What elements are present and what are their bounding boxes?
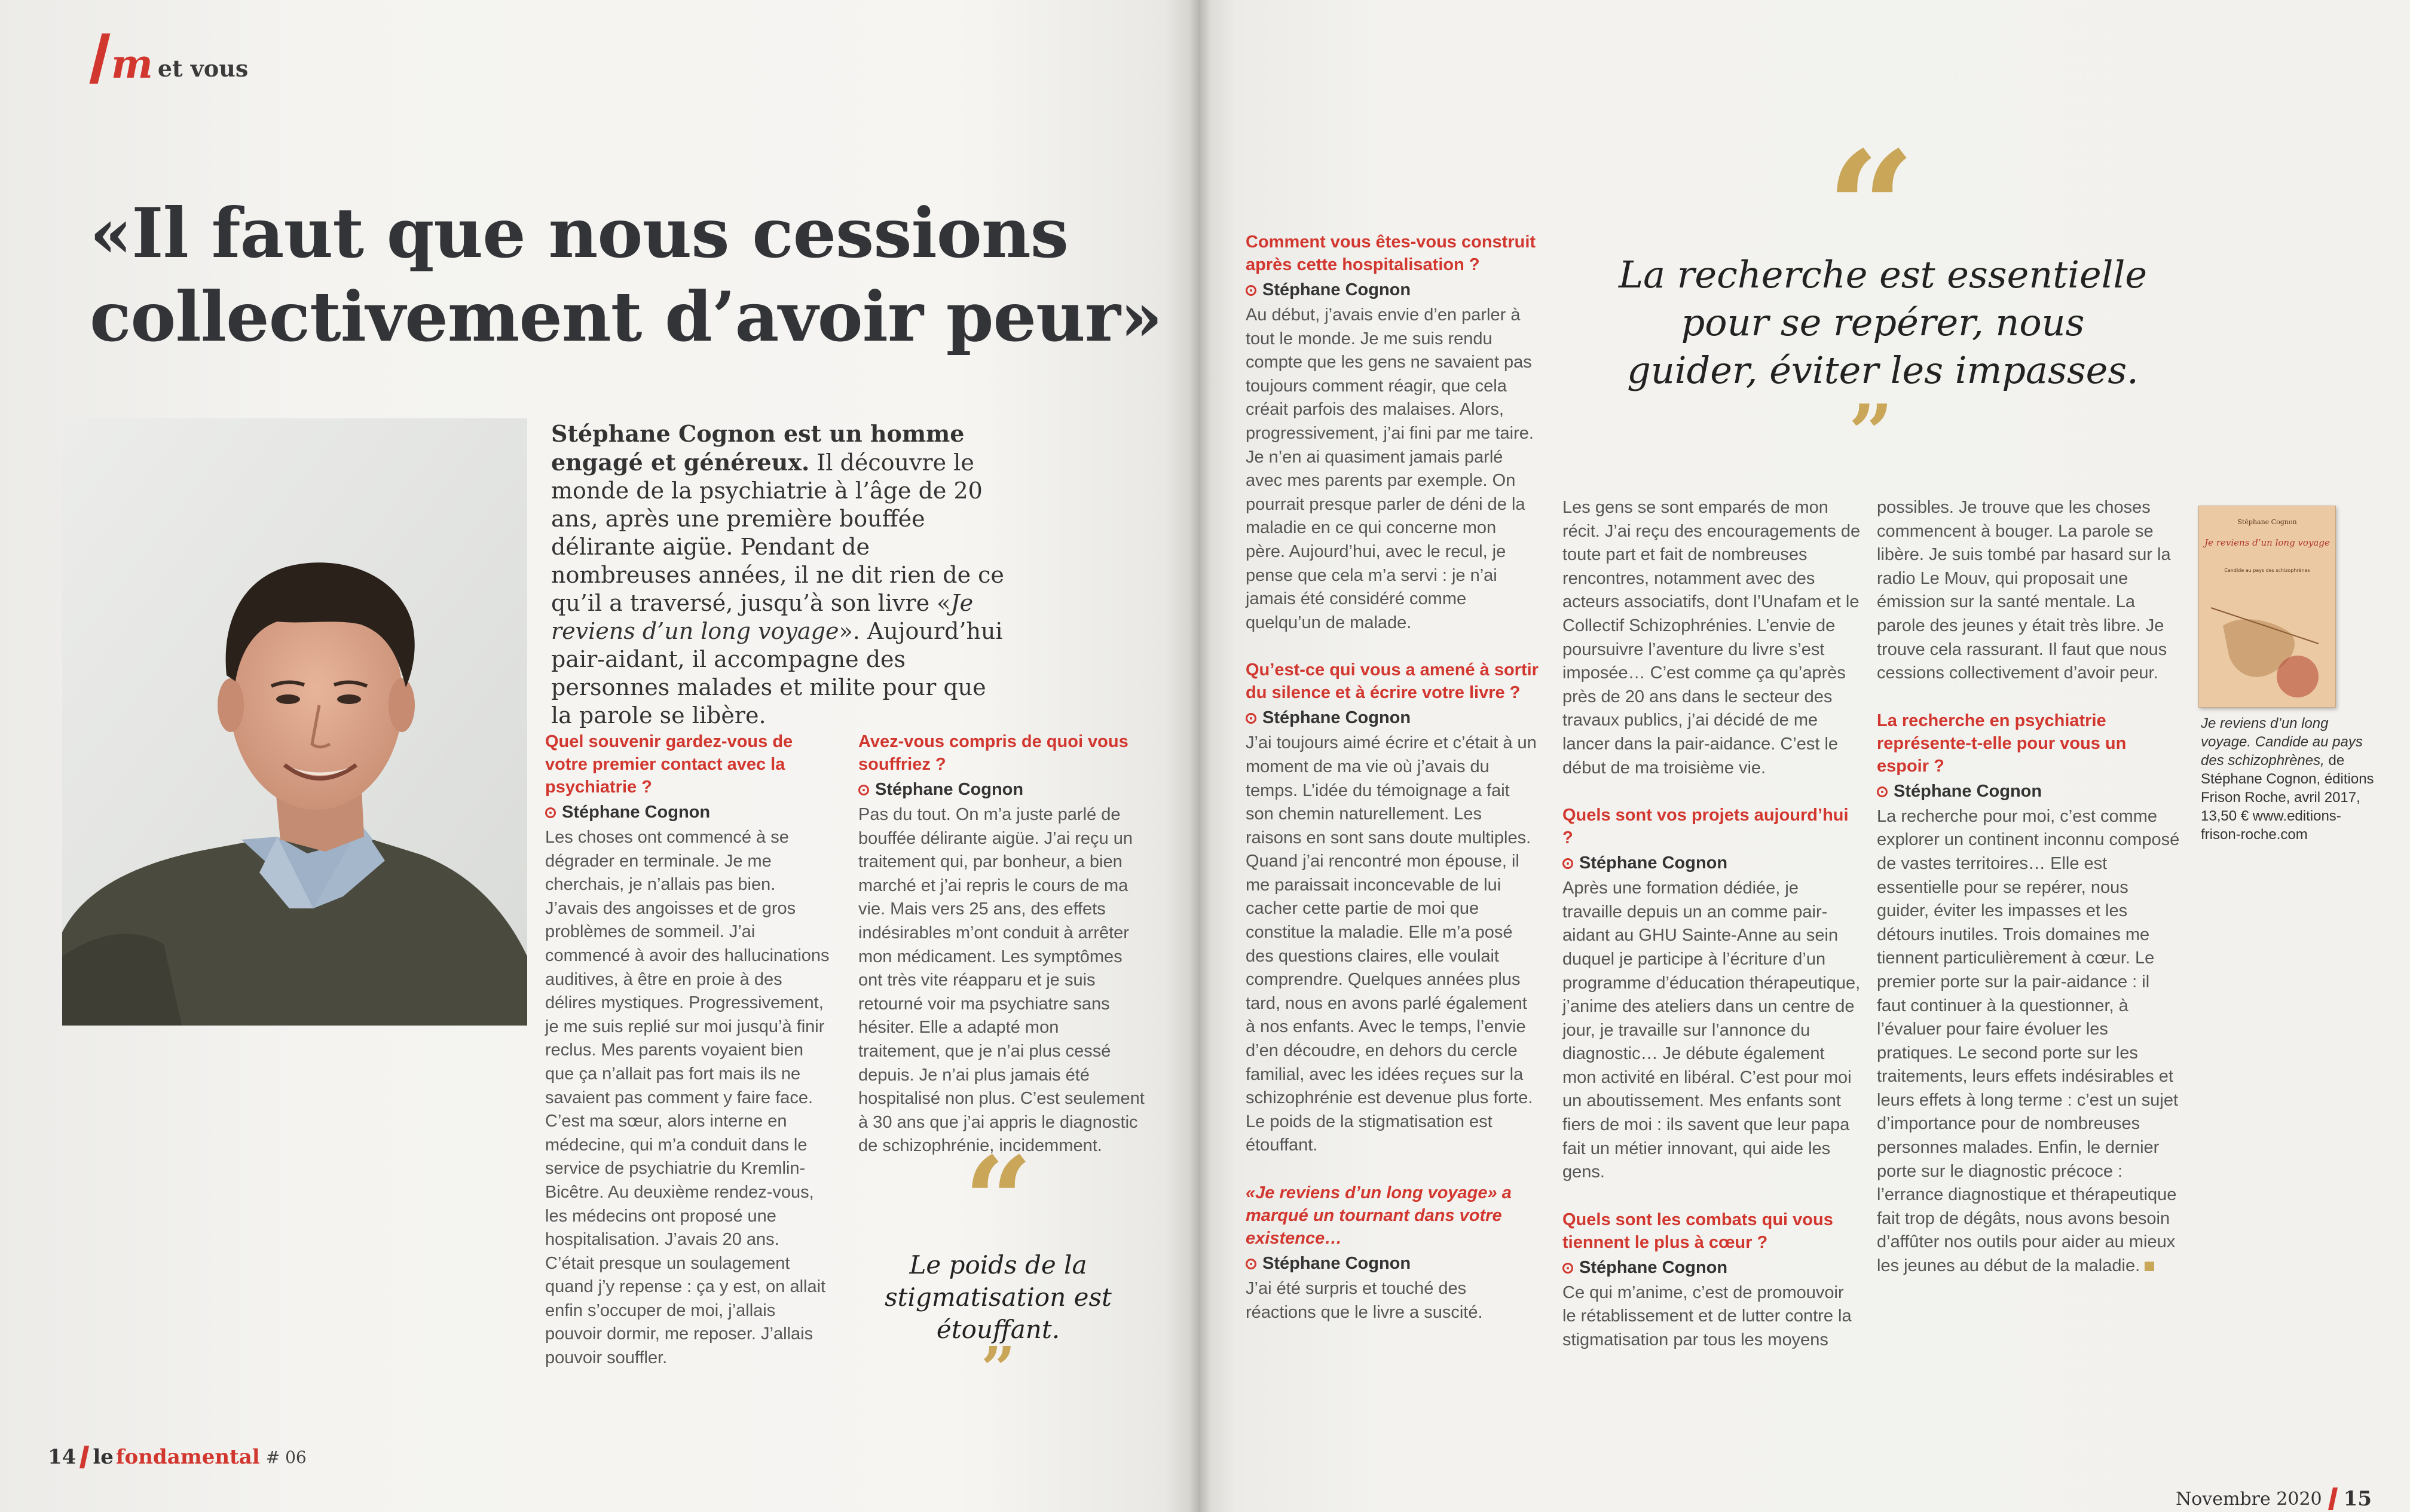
speaker-8 — [1877, 780, 2182, 803]
answer-5: J’ai été surpris et touché des réactions que le livre a suscité. — [1246, 1279, 1483, 1322]
speaker-bullet-icon — [1877, 786, 1888, 797]
speaker-bullet-icon — [545, 807, 556, 818]
speaker-2 — [858, 778, 1145, 801]
answer-7: Ce qui m’anime, c’est de promouvoir le rétablissement et de lutter contre la stigmatisation par tous les moyens — [1562, 1283, 1852, 1350]
book-cover-title: Je reviens d’un long voyage — [2204, 537, 2330, 548]
qa-block-2 — [858, 730, 1145, 1158]
intro-text-1: Il découvre le monde de la psychiatrie à l’âge de 20 ans, après une première bouffée délirante aigüe. Pendant de nombreuses années, il ne dit rien de ce qu’il a traversé, jusqu’à son livre « — [551, 449, 1004, 616]
question-7: Quels sont les combats qui vous tiennent le plus à cœur ? — [1562, 1210, 1833, 1252]
book-caption — [2201, 714, 2380, 844]
answer-7-continued: possibles. Je trouve que les choses commencent à bouger. La parole se libère. Je suis tombé par hasard sur la radio Le Mouv, qui proposait une émission sur la santé mentale. La parole des jeunes y était très libre. Je trouve cela rassurant. Il faut que nous cessions collectivement d’avoir peur. — [1877, 498, 2171, 683]
question-3: Comment vous êtes-vous construit après cette hospitalisation ? — [1246, 232, 1536, 274]
speaker-bullet-icon — [1246, 1259, 1256, 1269]
intro-bold-lead: Stéphane Cognon est un homme engagé et généreux. — [551, 420, 965, 476]
answer-3: Au début, j’avais envie d’en parler à tout le monde. Je me suis rendu compte que les gens ne savaient pas toujours comment réagir, que cela créait parfois des malaises. Alors, progressivement, j’ai fini par me taire. Je n’en ai quasiment jamais parlé avec mes parents par exemple. On pourrait presque parler de déni de la maladie en ce qui concerne mon père. Aujourd’hui, avec le recul, je pense que cela m’a servi : je n’ai jamais été considéré comme quelqu’un de malade. — [1246, 305, 1534, 632]
book-caption-details: de Stéphane Cognon, éditions Frison Roche, avril 2017, 13,50 € www.editions-frison-roche.com — [2201, 752, 2374, 843]
speaker-3 — [1246, 278, 1539, 301]
answer-2: Pas du tout. On m’a juste parlé de bouffée délirante aigüe. J’ai reçu un traitement qui, par bonheur, a bien marché et j’ai repris le cours de ma vie. Mais vers 25 ans, des effets indésirables m’ont conduit à arrêter mon médicament. Les symptômes ont très vite réapparu et je suis retourné voir ma psychiatre sans hésiter. Elle a adapté mon traitement, que je n’ai plus cessé depuis. Je n’ai plus jamais été hospitalisé non plus. C’est seulement à 30 ans que j’ai appris le diagnostic de schizophrénie, incidemment. — [858, 805, 1145, 1156]
quote-close-icon: ” — [1848, 387, 1894, 479]
magazine-name-start: fonda — [115, 1445, 181, 1469]
issue-number: # 06 — [265, 1447, 307, 1467]
book-cover-art — [2199, 506, 2335, 707]
article-title: «Il faut que nous cessions collectivement d’avoir peur» — [90, 193, 1163, 357]
quote-close-icon: ” — [981, 1333, 1016, 1404]
answer-4: J’ai toujours aimé écrire et c’était à un moment de ma vie où j’avais du temps. L’idée du témoignage a fait son chemin naturellement. Les raisons en sont sans doute multiples. Quand j’ai rencontré mon épouse, il me paraissait inconcevable de lui cacher cette partie de moi que constitue la maladie. Elle m’a posé des questions claires, elle voulait comprendre. Quelques années plus tard, nous en avons parlé également à nos enfants. Avec le temps, l’envie d’en découdre, en dehors du cercle familial, avec les idées reçues sur la schizophrénie est devenue plus forte. Le poids de la stigmatisation est étouffant. — [1246, 733, 1537, 1155]
speaker-name: Stéphane Cognon — [1894, 781, 2042, 801]
intro-book-title: Je reviens d’un long voyage — [551, 590, 974, 644]
question-6: Quels sont vos projets aujourd’hui ? — [1562, 806, 1849, 848]
speaker-4 — [1246, 706, 1539, 729]
speaker-name: Stéphane Cognon — [875, 780, 1024, 799]
intro-text-2: ». Aujourd’hui pair-aidant, il accompagne des personnes malades et milite pour que la parole se libère. — [551, 618, 1003, 729]
qa-block-6 — [1562, 496, 1861, 1352]
speaker-bullet-icon — [858, 785, 869, 795]
question-1: Quel souvenir gardez-vous de votre premier contact avec la psychiatrie ? — [545, 732, 793, 797]
quote-open-icon: “ — [1826, 118, 1916, 300]
quote-open-icon: “ — [964, 1131, 1033, 1271]
red-slash-icon — [79, 1446, 89, 1468]
magazine-le: le — [93, 1445, 114, 1469]
speaker-6 — [1562, 852, 1861, 874]
magazine-name-end: mental — [180, 1445, 260, 1469]
section-label: et vous — [157, 55, 249, 82]
issue-date: Novembre 2020 — [2176, 1488, 2322, 1510]
book-caption-title: Je reviens d’un long voyage. Candide au pays des schizophrènes, — [2201, 715, 2363, 769]
portrait-photo — [62, 418, 527, 1026]
answer-1: Les choses ont commencé à se dégrader en terminale. Je me cherchais, je n’allais pas bien. J’avais des angoisses et de gros problèmes de sommeil. J’ai commencé à avoir des hallucinations auditives, à être en proie à des délires mystiques. Progressivement, je me suis replié sur moi jusqu’à finir reclus. Mes parents voyaient bien que ça n’allait pas fort mais ils ne savaient pas comment y faire face. C’est ma sœur, alors interne en médecine, qui m’a conduit dans le service de psychiatrie du Kremlin-Bicêtre. Au deuxième rendez-vous, les médecins ont proposé une hospitalisation. J’avais 20 ans. C’était presque un soulagement quand j’y repense : ça y est, on allait enfin s’occuper de moi, j’allais pouvoir dormir, me reposer. J’allais pouvoir souffler. — [545, 828, 830, 1368]
book-cover-author: Stéphane Cognon — [2237, 518, 2297, 526]
qa-block-8 — [1877, 496, 2182, 1278]
answer-8-text: La recherche pour moi, c’est comme explorer un continent inconnu composé de vastes territoires… Elle est essentielle pour se repérer, nous guider, éviter les impasses et les détours inutiles. Trois domaines me tiennent particulièrement à cœur. Le premier porte sur la pair-aidance : il faut continuer à la questionner, à l’évaluer pour faire évoluer les pratiques. Le second porte sur les traitements, leurs effets indésirables et leurs effets à long terme : c’est un sujet d’importance pour de nombreuses personnes malades. Enfin, le dernier porte sur le diagnostic précoce : l’errance diagnostique et thérapeutique fait trop de dégâts, nous avons besoin d’affûter nos outils pour aider au mieux les jeunes au début de la maladie. — [1877, 806, 2180, 1276]
question-8: La recherche en psychiatrie représente-t-elle pour vous un espoir ? — [1877, 711, 2127, 776]
speaker-name: Stéphane Cognon — [1262, 280, 1411, 299]
book-cover-subtitle: Candide au pays des schizophrènes — [2224, 568, 2310, 573]
answer-5-continued: Les gens se sont emparés de mon récit. J’ai reçu des encouragements de toute part et fait de nombreuses rencontres, notamment avec des acteurs associatifs, dont l’Unafam et le Collectif Schizophrénies. L’envie de poursuivre l’aventure du livre s’est imposée… C’est comme ça qu’après près de 20 ans dans le secteur des travaux publics, j’ai décidé de me lancer dans la pair-aidance. C’est le début de ma troisième vie. — [1562, 498, 1861, 778]
speaker-bullet-icon — [1562, 1263, 1573, 1274]
answer-6: Après une formation dédiée, je travaille depuis un an comme pair-aidant au GHU Sainte-Anne au sein duquel je participe à l’écriture d’un programme d’éducation thérapeutique, j’anime des ateliers dans un centre de jour, je travaille sur l’annonce du diagnostic… Je débute également mon activité en libéral. C’est pour moi un aboutissement. Mes enfants sont fiers de moi : ils savent que leur papa fait un métier innovant, qui aide les gens. — [1562, 879, 1861, 1182]
spine-shadow — [1189, 0, 1211, 1512]
speaker-name: Stéphane Cognon — [1262, 708, 1411, 728]
book-cover — [2198, 506, 2336, 708]
intro-paragraph — [551, 420, 1005, 730]
question-4: Qu’est-ce qui vous a amené à sortir du silence et à écrire votre livre ? — [1246, 660, 1539, 703]
pull-quote-2: La recherche est essentielle pour se repérer, nous guider, éviter les impasses. — [1618, 253, 2148, 392]
speaker-7 — [1562, 1256, 1861, 1279]
qa-block-3 — [1246, 231, 1539, 1324]
pull-quote-1: Le poids de la stigmatisation est étouffant. — [885, 1250, 1112, 1344]
speaker-bullet-icon — [1246, 285, 1256, 296]
left-page — [0, 0, 1200, 1512]
speaker-1 — [545, 801, 832, 824]
speaker-name: Stéphane Cognon — [1579, 853, 1728, 873]
page-number-right: 15 — [2343, 1487, 2372, 1511]
page-number-left: 14 — [48, 1445, 77, 1469]
speaker-bullet-icon — [1246, 713, 1256, 724]
speaker-name: Stéphane Cognon — [1579, 1257, 1728, 1277]
red-slash-icon — [2328, 1487, 2338, 1510]
end-mark-icon — [2145, 1262, 2154, 1271]
footer-left — [48, 1445, 307, 1469]
question-2: Avez-vous compris de quoi vous souffriez ? — [858, 732, 1128, 774]
qa-block-1 — [545, 730, 832, 1370]
speaker-5 — [1246, 1252, 1539, 1275]
section-kicker — [96, 24, 249, 87]
speaker-name: Stéphane Cognon — [562, 803, 711, 822]
portrait-illustration — [62, 418, 527, 1026]
speaker-bullet-icon — [1562, 858, 1573, 869]
question-5: «Je reviens d’un long voyage» a marqué un tournant dans votre existence… — [1246, 1183, 1512, 1248]
footer-right — [2176, 1487, 2372, 1511]
red-slash-icon — [90, 33, 111, 84]
answer-8 — [1877, 805, 2182, 1278]
speaker-name: Stéphane Cognon — [1262, 1254, 1411, 1273]
section-letter: m — [111, 41, 153, 87]
